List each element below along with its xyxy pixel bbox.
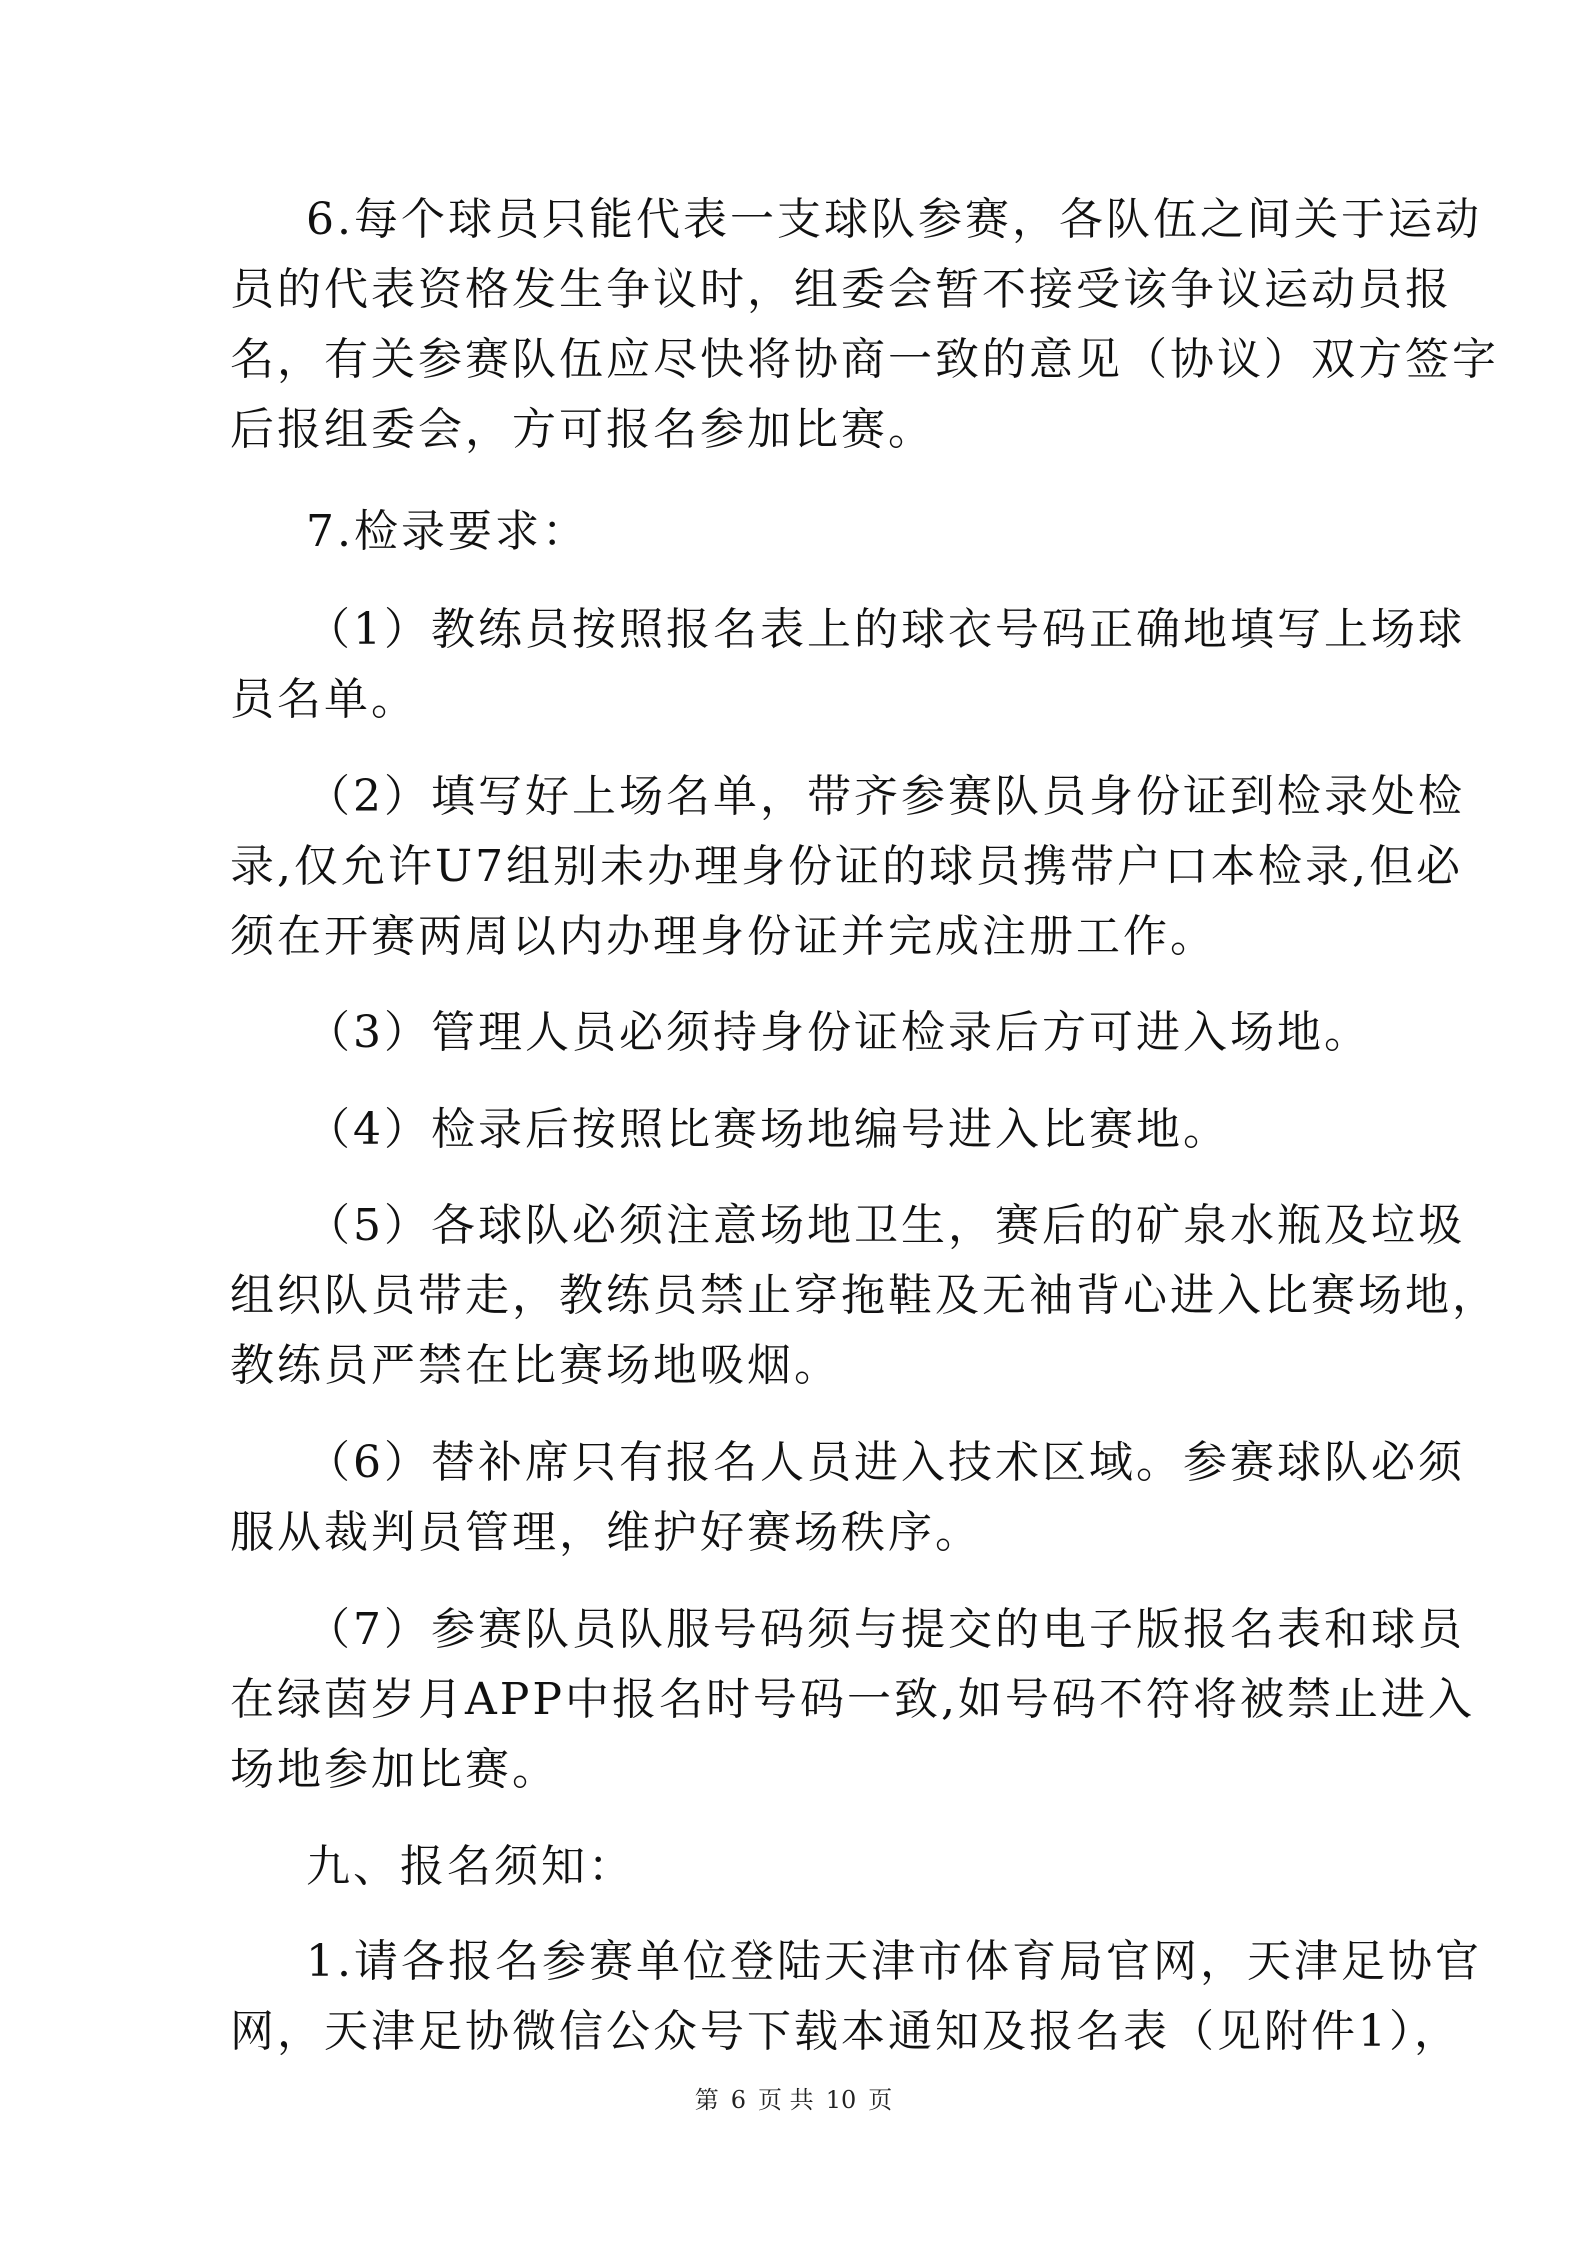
page-footer [0,2083,1587,2117]
footer-page-suffix: 页 [868,2086,893,2114]
item7-sub1-line-1: （1）教练员按照报名表上的球衣号码正确地填写上场球 [306,604,1465,655]
item6-line-3: 名，有关参赛队伍应尽快将协商一致的意见（协议）双方签字 [230,334,1499,385]
item7-sub2-line-3: 须在开赛两周以内办理身份证并完成注册工作。 [230,911,1217,962]
item7-sub7-line-1: （7）参赛队员队服号码须与提交的电子版报名表和球员 [306,1604,1465,1655]
item7-title: 7.检录要求： [306,506,589,557]
item7-sub5-line-1: （5）各球队必须注意场地卫生，赛后的矿泉水瓶及垃圾 [306,1200,1465,1251]
item7-sub7-line-3: 场地参加比赛。 [230,1744,559,1795]
item7-sub1-line-2: 员名单。 [230,674,418,725]
item7-sub5-line-2: 组织队员带走，教练员禁止穿拖鞋及无袖背心进入比赛场地， [230,1270,1499,1321]
footer-page-mid: 页 共 [758,2086,814,2114]
section9-item1-line-1: 1.请各报名参赛单位登陆天津市体育局官网，天津足协官 [306,1936,1482,1987]
section9-title: 九、报名须知： [306,1841,635,1892]
item7-sub3-line-1: （3）管理人员必须持身份证检录后方可进入场地。 [306,1007,1371,1058]
item7-sub6-line-2: 服从裁判员管理，维护好赛场秩序。 [230,1507,982,1558]
footer-page-total: 10 [825,2086,857,2114]
item7-sub7-line-2: 在绿茵岁月APP中报名时号码一致,如号码不符将被禁止进入 [230,1674,1475,1725]
item7-sub5-line-3: 教练员严禁在比赛场地吸烟。 [230,1340,841,1391]
item7-sub2-line-1: （2）填写好上场名单，带齐参赛队员身份证到检录处检 [306,771,1465,822]
footer-page-prefix: 第 [694,2086,719,2114]
item7-sub4-line-1: （4）检录后按照比赛场地编号进入比赛地。 [306,1104,1230,1155]
item6-line-2: 员的代表资格发生争议时，组委会暂不接受该争议运动员报 [230,264,1452,315]
footer-page-number: 6 [730,2086,747,2114]
item6-line-1: 6.每个球员只能代表一支球队参赛，各队伍之间关于运动 [306,194,1482,245]
item7-sub2-line-2: 录,仅允许U7组别未办理身份证的球员携带户口本检录,但必 [230,841,1464,892]
item7-sub6-line-1: （6）替补席只有报名人员进入技术区域。参赛球队必须 [306,1437,1465,1488]
section9-item1-line-2: 网，天津足协微信公众号下载本通知及报名表（见附件1）， [230,2006,1461,2057]
item6-line-4: 后报组委会，方可报名参加比赛。 [230,404,935,455]
